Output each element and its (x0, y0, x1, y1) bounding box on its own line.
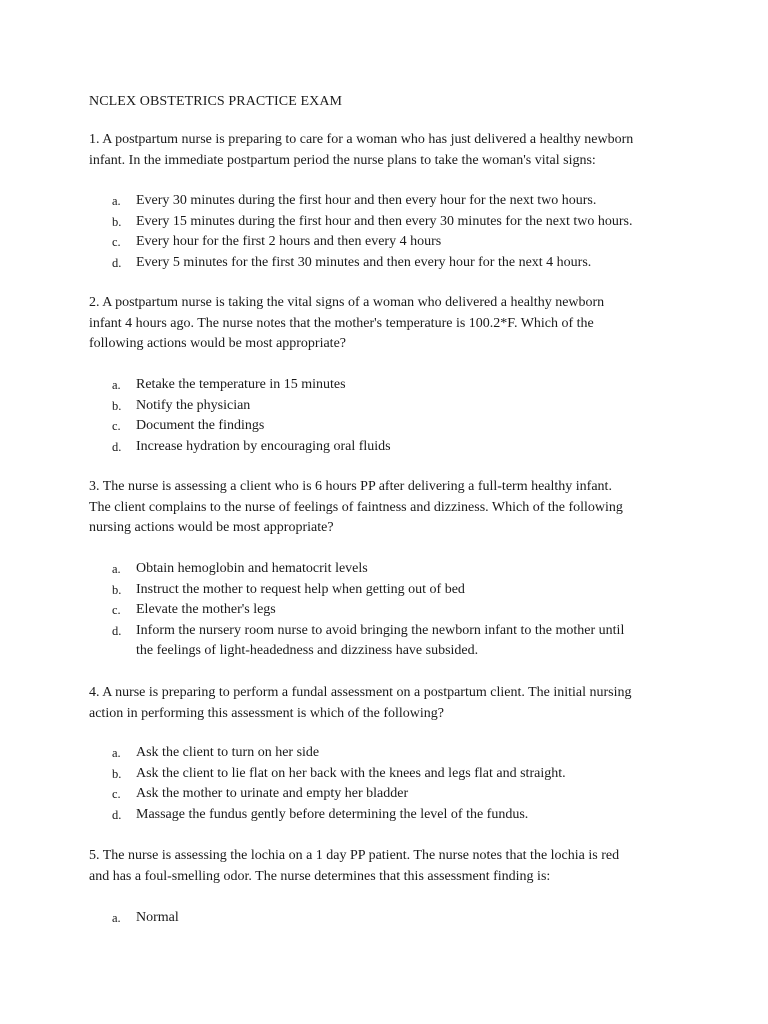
option-letter: a. (112, 562, 121, 576)
answer-option-a (0, 559, 768, 580)
answer-option-a (0, 191, 768, 212)
option-letter: d. (112, 255, 122, 270)
answer-option-a (0, 908, 768, 929)
answer-option-a (0, 375, 768, 396)
question-1-stem (89, 130, 699, 171)
option-letter: a. (112, 378, 121, 392)
question-stem-line: following actions would be most appropriate? (89, 336, 346, 351)
answer-option-d (0, 437, 768, 458)
option-text: Every 30 minutes during the first hour and then every hour for the next two hours. (136, 193, 597, 208)
answer-option-d (0, 805, 768, 826)
answer-option-c (0, 600, 768, 621)
option-letter: b. (112, 582, 122, 597)
option-letter: d. (112, 439, 122, 454)
option-letter: b. (112, 398, 122, 413)
option-text: Elevate the mother's legs (136, 602, 276, 617)
answer-option-b (0, 212, 768, 233)
option-text: Retake the temperature in 15 minutes (136, 377, 346, 392)
question-4-stem (89, 683, 699, 724)
question-stem-line: infant 4 hours ago. The nurse notes that the mother's temperature is 100.2*F. Which of the (89, 315, 594, 331)
question-2-options (0, 375, 768, 457)
option-letter: d. (112, 623, 122, 638)
question-stem-line: 5. The nurse is assessing the lochia on a 1 day PP patient. The nurse notes that the lochia is red (89, 848, 620, 863)
option-text: Increase hydration by encouraging oral fluids (136, 438, 391, 454)
answer-option-a (0, 743, 768, 764)
option-text: Ask the client to lie flat on her back with the knees and legs flat and straight. (136, 765, 566, 781)
option-text-line: Inform the nursery room nurse to avoid bringing the newborn infant to the mother until (136, 622, 625, 638)
document-title: NCLEX OBSTETRICS PRACTICE EXAM (89, 94, 343, 109)
option-text: Document the findings (136, 418, 265, 433)
option-text: Normal (136, 910, 179, 925)
answer-option-b (0, 580, 768, 601)
option-text: Every hour for the first 2 hours and then every 4 hours (136, 234, 442, 249)
option-letter: c. (112, 603, 121, 617)
option-text: Notify the physician (136, 397, 251, 413)
question-stem-line: action in performing this assessment is which of the following? (89, 705, 444, 721)
option-text: Ask the client to turn on her side (136, 745, 320, 760)
option-text: Instruct the mother to request help when getting out of bed (136, 581, 465, 597)
option-text (136, 621, 696, 662)
question-stem-line: and has a foul-smelling odor. The nurse determines that this assessment finding is: (89, 868, 551, 884)
option-letter: a. (112, 911, 121, 925)
answer-option-b (0, 396, 768, 417)
answer-option-d (0, 253, 768, 274)
answer-option-c (0, 416, 768, 437)
question-5-options (0, 908, 768, 929)
answer-option-b (0, 764, 768, 785)
option-text-line: the feelings of light-headedness and dizziness have subsided. (136, 643, 479, 658)
option-text: Every 15 minutes during the first hour and then every 30 minutes for the next two hours. (136, 213, 633, 229)
option-text: Obtain hemoglobin and hematocrit levels (136, 561, 368, 576)
question-stem-line: 2. A postpartum nurse is taking the vital signs of a woman who delivered a healthy newborn (89, 295, 605, 310)
question-stem-line: 3. The nurse is assessing a client who is 6 hours PP after delivering a full-term healthy infant. (89, 479, 612, 494)
question-stem-line: The client complains to the nurse of feelings of faintness and dizziness. Which of the following (89, 499, 623, 515)
option-letter: c. (112, 419, 121, 433)
option-letter: a. (112, 746, 121, 760)
question-stem-line: nursing actions would be most appropriate? (89, 520, 334, 535)
answer-option-c (0, 784, 768, 805)
option-letter: c. (112, 787, 121, 801)
answer-option-d (0, 621, 768, 662)
option-letter: c. (112, 235, 121, 249)
question-2-stem (89, 293, 699, 355)
option-letter: b. (112, 766, 122, 781)
question-5-stem (89, 846, 699, 887)
question-3-options (0, 559, 768, 662)
option-letter: d. (112, 807, 122, 822)
option-text: Massage the fundus gently before determining the level of the fundus. (136, 806, 529, 822)
option-letter: b. (112, 214, 122, 229)
question-stem-line: 4. A nurse is preparing to perform a fundal assessment on a postpartum client. The initial nursing (89, 685, 632, 700)
question-1-options (0, 191, 768, 273)
question-stem-line: 1. A postpartum nurse is preparing to care for a woman who has just delivered a healthy newborn (89, 132, 634, 147)
question-stem-line: infant. In the immediate postpartum period the nurse plans to take the woman's vital signs: (89, 152, 596, 168)
question-4-options (0, 743, 768, 825)
option-text: Every 5 minutes for the first 30 minutes and then every hour for the next 4 hours. (136, 254, 592, 270)
option-text: Ask the mother to urinate and empty her bladder (136, 786, 409, 801)
option-letter: a. (112, 194, 121, 208)
question-3-stem (89, 477, 699, 539)
answer-option-c (0, 232, 768, 253)
